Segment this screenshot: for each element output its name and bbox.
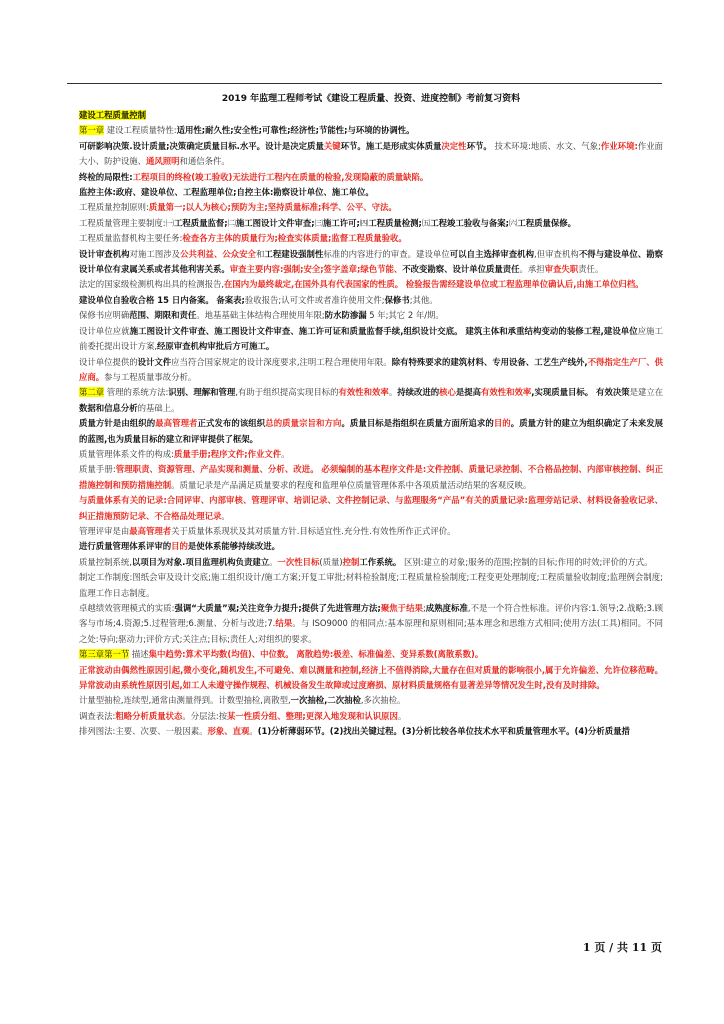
text-run: ; [422, 603, 426, 613]
header-rule [67, 83, 662, 84]
text-run: 建设工程质量特性: [104, 125, 177, 136]
text-run: 设计文件 [137, 356, 172, 367]
paragraph [79, 493, 663, 524]
text-run: 质量手册: [79, 464, 116, 475]
document-body [79, 108, 663, 740]
paragraph [79, 123, 663, 138]
text-run: 有效性和效率 [338, 387, 389, 398]
text-run: ㈡ [227, 217, 236, 228]
paragraph [79, 709, 663, 724]
paragraph [79, 231, 663, 246]
paragraph [79, 539, 663, 554]
text-run: 5 年;其它 2 年/期。 [366, 310, 444, 321]
text-run: 工程质量控制原则: [79, 202, 149, 213]
text-run: 总的质量宗旨和方向 [265, 418, 342, 429]
text-run: ,多次抽检。 [360, 695, 406, 706]
text-run: 。质量方针的建立为组织确定了未来发展的蓝图,也为质量目标的建立和评审提供了框架。 [79, 418, 664, 444]
text-run: 决定性 [441, 140, 467, 151]
text-run: 建设工程质量控制 [79, 110, 146, 120]
paragraph [79, 555, 663, 570]
text-run: 工程项目的终检(竣工验收)无法进行工程内在质量的检验,发现隐蔽的质量缺陷。 [132, 171, 429, 182]
text-run: 验收报告;认可文件或者准许使用文件; [244, 294, 385, 305]
text-run: 备案表; [216, 294, 245, 305]
text-run: 聚焦于结果 [380, 603, 423, 613]
paragraph [79, 293, 663, 308]
text-run: 质量管理体系文件的构成: [79, 448, 174, 459]
text-run: 监控主体:政府、建设单位、工程监理单位;自控主体:勘察设计单位、施工单位。 [79, 187, 374, 198]
paragraph [79, 185, 663, 200]
text-run: 形象、直观 [207, 726, 250, 737]
paragraph [79, 308, 663, 323]
text-run: 和 [255, 248, 265, 259]
text-run: 质量手册;程序文件;作业文件 [173, 448, 282, 459]
paragraph [79, 385, 663, 416]
paragraph [79, 108, 663, 123]
text-run: 是建立在 [629, 387, 664, 398]
paragraph [79, 247, 663, 278]
text-run: 正常波动由偶然性原因引起,微小变化,随机发生,不可避免、难以测量和控制,经济上不值得消除,大量存在但对质量的影响很小,属于允许偏差、允许位移范畴。 [79, 664, 663, 675]
text-run: 除有特殊要求的建筑材料、专用设备、工艺生产线外, [391, 356, 588, 367]
text-run: 的基础上。 [137, 402, 180, 413]
text-run: 数据和信息分析 [79, 402, 138, 413]
text-run: 审查失职 [544, 264, 579, 275]
paragraph [79, 663, 663, 694]
text-run: 。质量目标是指组织在质量方面所追求的 [341, 418, 494, 429]
text-run: 一次性目标 [277, 556, 320, 567]
paragraph [79, 693, 663, 708]
text-run: 设计单位应就 [79, 325, 130, 336]
text-run: 持续改进的 [397, 387, 440, 398]
text-run: 应当符合国家规定的设计深度要求,注明工程合理使用年限。 [171, 356, 392, 367]
text-run: 法定的国家级检测机构出具的检测报告, [79, 279, 225, 290]
paragraph [79, 447, 663, 462]
paragraph [79, 355, 663, 386]
text-run: ㈤ [421, 217, 431, 228]
text-run: ,但审查机构 [534, 248, 579, 259]
text-run: 最高管理者 [129, 525, 172, 536]
text-run: 第一章 [79, 125, 105, 136]
text-run: 有效性和效率 [481, 387, 532, 398]
text-run: 设计审查机构 [79, 248, 130, 259]
document-page [79, 91, 663, 740]
paragraph [79, 170, 663, 185]
text-run: (质量) [319, 556, 343, 567]
text-run: 核心 [439, 387, 456, 398]
text-run: 强调“大质量”观;关注竞争力提升;提供了先进管理方法; [174, 603, 381, 613]
text-run: 审查主要内容:强制;安全;签字盖章;绿色节能、 [229, 264, 403, 275]
text-run: 终检的局限性: [79, 171, 133, 182]
text-run: ㈣ [359, 217, 369, 228]
text-run: 对施工图涉及 [129, 248, 181, 259]
paragraph [79, 647, 663, 662]
text-run: 技术环境:地质、水文、气象; [491, 140, 601, 151]
text-run: 保修书 [384, 294, 410, 305]
text-run: ㈢ [314, 217, 324, 228]
text-run: 施工许可; [323, 217, 360, 228]
text-run: 第二章 [79, 387, 105, 398]
paragraph [79, 570, 663, 601]
text-run: 管理职责、资源管理、产品实现和测量、分析、改进。 [115, 464, 319, 475]
text-run: 。 [397, 710, 407, 721]
text-run: 。地基基础主体结构合理使用年限; [196, 310, 325, 321]
text-run: 可以自主选择审查机构 [449, 248, 534, 259]
text-run: 目的 [171, 541, 188, 552]
text-run: 是提高 [455, 387, 482, 398]
text-run: 。承担 [519, 264, 545, 275]
text-run: 描述 [129, 649, 149, 660]
text-run: (1)分析薄弱环节。(2)找出关键过程。(3)分析比较各单位技术水平和质量管理水平。(4)分析质量措 [257, 726, 630, 737]
text-run: 与质量体系有关的记录:合同评审、内部审核、管理评审、培训记录、文件控制记录、与监理服务“产品”有关的质量记录:监理旁站记录、材料设备验收记录、纠正措施预防记录、不合格品处理记录 [79, 495, 663, 521]
text-run: 集中趋势:算术平均数(均值)、中位数。 [148, 649, 294, 660]
text-run: 适用性;耐久性;安全性;可靠性;经济性;节能性;与环境的协调性。 [176, 125, 415, 136]
text-run: 质量控制系统, [79, 556, 132, 567]
text-run: 某一性质分组、整理;更深入地发现和认识原因 [227, 710, 398, 721]
text-run: 工程质量保修。 [517, 217, 576, 228]
text-run: 可研影响决策.设计质量;决策确定质量目标.水平。设计是决定质量 [79, 140, 324, 151]
document-title: 2019 年监理工程师考试《建设工程质量、投资、进度控制》考前复习资料 [221, 94, 521, 104]
paragraph [79, 216, 663, 231]
paragraph [79, 601, 663, 647]
text-run: 关于质量体系现状及其对质量方针.目标适宜性.充分性.有效性所作正式评价。 [171, 525, 456, 536]
text-run: 。与 ISO9000 的相同点:基本原理和原则相同;基本理念和思维方式相同;使用方法(工具)相同。不同之处:导向;驱动力;评价方式;关注点;目标;责任人;对组织的要求。 [79, 618, 664, 644]
text-run: 不改变勘察、设计单位质量责任 [402, 264, 520, 275]
text-run: 不得与建设单位、勘察设计单位有隶属关系或者其他利害关系。 [79, 248, 664, 275]
paragraph [79, 324, 663, 355]
text-run: 是使体系能够持续改进。 [187, 541, 280, 552]
text-run: 。质量记录是产品满足质量要求的程度和监理单位质量管理体系中各项质量活动结果的客观反映。 [171, 479, 532, 490]
text-run: 工程质量监督; [173, 217, 228, 228]
text-run: 必须编制的基本程序文件是:文件控制、质量记录控制、不合格品控制、内部审核控制、纠正措施控制和预防措施控制 [79, 464, 663, 490]
text-run: 成熟度标准 [425, 603, 468, 613]
text-run: 。分层法:按 [182, 710, 228, 721]
page-footer: 1 页 / 共 11 页 [582, 941, 662, 954]
text-run: 检验报告需经建设单位或工程监理单位确认后,由施工单位归档。 [405, 279, 644, 290]
text-run: 第三章第一节 [79, 649, 130, 660]
text-run: 进行质量管理体系评审的 [79, 541, 172, 552]
text-run: 工程质量管理主要制度:㈠ [79, 217, 174, 228]
text-run: 卓越绩效管理模式的实质: [79, 603, 175, 613]
text-run: 通风照明 [146, 156, 180, 167]
paragraph [79, 416, 663, 447]
text-run: 工程建设强制性 [264, 248, 324, 259]
text-run: 一次抽检,二次抽检 [290, 695, 361, 706]
text-run: 经原审查机构审批后方可施工。 [157, 341, 275, 352]
paragraph [79, 524, 663, 539]
paragraph [79, 724, 663, 739]
text-run: 质量第一;以人为核心;预防为主;坚持质量标准;科学、公平、守法。 [148, 202, 397, 213]
text-run: 应施工前委托提出设计方案, [79, 325, 663, 352]
text-run: 工程质量监督机构主要任务: [79, 233, 183, 244]
paragraph [79, 200, 663, 215]
text-run: 范围、期限和责任 [129, 310, 197, 321]
text-run: 异常波动由系统性原因引起,如工人未遵守操作规程、机械设备发生故障或过度磨损、原材料质量规格有显著差异等情况发生时,没有及时排除。 [79, 680, 605, 691]
paragraph [79, 277, 663, 292]
text-run: 施工图设计文件审查; [235, 217, 315, 228]
text-run: ,不是一个符合性标准。评价内容:1.领导;2.战略;3.顾客与市场;4.资源;5.过程管理;6.测量、分析与改进;7. [79, 603, 664, 629]
text-run: 制定工作制度:图纸会审及设计交底;施工组织设计/施工方案;开复工审批;材料检验制度;工程质量检验制度;工程变更处理制度;工程质量验收制度;监理例会制度;监理工作日志制度。 [79, 572, 663, 598]
text-run: 工作系统。 [359, 556, 402, 567]
text-run: 以项目为对象.项目监理机构负责建立 [131, 556, 270, 567]
text-run: 参与工程质量事故分析。 [104, 371, 197, 382]
text-run: 计量型抽检,连续型,通常由测量得到。计数型抽检,离散型, [79, 695, 291, 706]
text-run: ,有助于组织提高实现目标的 [235, 387, 339, 398]
text-run: 目的 [493, 418, 511, 429]
text-run: 。 [281, 448, 290, 459]
text-run: 最高管理者 [155, 418, 198, 429]
text-run: 公共利益、公众安全 [180, 248, 256, 259]
text-run: ㈥ [509, 217, 518, 228]
text-run: 管理的系统方法: [104, 387, 169, 398]
text-run: 在国内为最终裁定,在国外具有代表国家的性质。 [224, 279, 404, 290]
text-run: ;其他。 [409, 294, 438, 305]
text-run: 管理评审是由 [79, 525, 130, 536]
text-run: 。 [269, 556, 278, 567]
text-run: 建设单位自验收合格 15 日内备案。 [79, 294, 214, 305]
text-run: 关键 [323, 140, 341, 151]
text-run: 环节。施工是形成实体质量 [340, 140, 442, 151]
text-run: 防水防渗漏 [324, 310, 367, 321]
text-run: ,实现质量目标。 [531, 387, 594, 398]
text-run: 排列图法:主要、次要、一般因素。 [79, 726, 208, 737]
text-run: 工程竣工验收与备案; [430, 217, 509, 228]
paragraph [79, 139, 663, 170]
text-run: 不得指定生产厂、供应商。 [79, 356, 664, 382]
text-run: 离散趋势:极差、标准偏差、变异系数(离散系数)。 [296, 649, 484, 660]
text-run: 区别:建立的对象;服务的范围;控制的目标;作用的时效;评价的方式。 [401, 556, 653, 567]
text-run: 正式发布的该组织 [197, 418, 266, 429]
text-run: 。 [388, 387, 398, 398]
text-run: 有效决策 [593, 387, 630, 398]
text-run: 检查各方主体的质量行为;检查实体质量;监督工程质量验收。 [182, 233, 407, 244]
text-run: 粗略分析质量状态 [115, 710, 183, 721]
text-run: 保修书应明确 [79, 310, 130, 321]
text-run: 结果 [275, 618, 293, 629]
text-run: 调查表法: [79, 710, 116, 721]
text-run: 和通信条件。 [179, 156, 230, 167]
text-run: 标准的内容进行的审查。建设单位 [323, 248, 450, 259]
text-run: 。 [249, 726, 258, 737]
text-run: 识别、理解和管理 [168, 387, 236, 398]
text-run: 控制 [342, 556, 360, 567]
text-run: 作业环境: [600, 140, 638, 151]
paragraph [79, 462, 663, 493]
text-run: 。 [221, 510, 230, 521]
text-run: 环节。 [466, 140, 492, 151]
text-run: 施工图设计文件审查、施工图设计文件审查、施工许可证和质量监督手续,组织设计交底。 [129, 325, 463, 336]
text-run: 质量方针是由组织的 [79, 418, 156, 429]
text-run: 责任。 [578, 264, 604, 275]
text-run: 设计单位提供的 [79, 356, 138, 367]
text-run: 作业面大小、防护设施、 [79, 140, 663, 167]
text-run: 工程质量检测; [368, 217, 422, 228]
text-run: 建筑主体和承重结构变动的装修工程,建设单位 [465, 325, 638, 336]
